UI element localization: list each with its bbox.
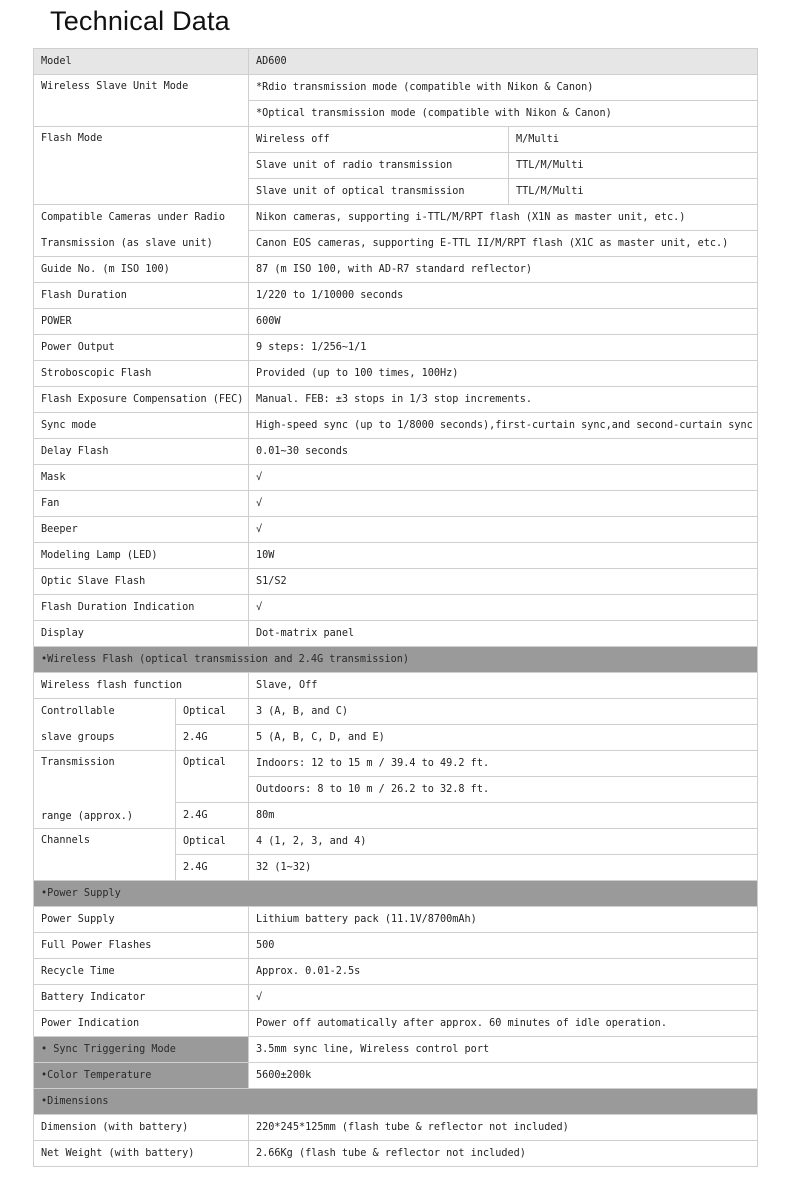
row-value: Provided (up to 100 times, 100Hz) <box>249 361 758 387</box>
row-value: Slave, Off <box>249 673 758 699</box>
row-value: √ <box>249 465 758 491</box>
row-label: Recycle Time <box>34 959 249 985</box>
row-label: Channels <box>34 829 176 881</box>
table-row <box>34 1115 758 1141</box>
row-label: Transmission <box>41 757 115 768</box>
row-value: S1/S2 <box>249 569 758 595</box>
table-row <box>34 231 758 257</box>
table-row <box>34 491 758 517</box>
table-row <box>34 335 758 361</box>
row-value: 3 (A, B, and C) <box>249 699 758 725</box>
row-label: Battery Indicator <box>34 985 249 1011</box>
flash-mode-value: TTL/M/Multi <box>509 179 758 205</box>
table-row <box>34 465 758 491</box>
row-value: 5 (A, B, C, D, and E) <box>249 725 758 751</box>
row-value: 500 <box>249 933 758 959</box>
row-label: Beeper <box>34 517 249 543</box>
row-value: Indoors: 12 to 15 m / 39.4 to 49.2 ft. <box>249 751 758 777</box>
row-label: Flash Exposure Compensation (FEC) <box>34 387 249 413</box>
row-label: Power Output <box>34 335 249 361</box>
table-row <box>34 1063 758 1089</box>
sub-label: Optical <box>176 751 249 803</box>
page-title: Technical Data <box>50 6 230 36</box>
row-label: Power Indication <box>34 1011 249 1037</box>
table-row <box>34 985 758 1011</box>
flash-mode-option: Wireless off <box>249 127 509 153</box>
table-row <box>34 413 758 439</box>
row-value: 1/220 to 1/10000 seconds <box>249 283 758 309</box>
row-label: POWER <box>34 309 249 335</box>
row-value: 220*245*125mm (flash tube & reflector not included) <box>249 1115 758 1141</box>
section-header-row <box>34 881 758 907</box>
row-value: 2.66Kg (flash tube & reflector not included) <box>249 1141 758 1167</box>
row-label: Stroboscopic Flash <box>34 361 249 387</box>
row-label: Compatible Cameras under Radio <box>34 205 249 231</box>
technical-data-table <box>33 48 758 1167</box>
row-value: Outdoors: 8 to 10 m / 26.2 to 32.8 ft. <box>249 777 758 803</box>
table-row <box>34 205 758 231</box>
row-value: Nikon cameras, supporting i-TTL/M/RPT flash (X1N as master unit, etc.) <box>249 205 758 231</box>
model-label: Model <box>34 49 249 75</box>
sub-label: 2.4G <box>176 803 249 829</box>
table-row <box>34 309 758 335</box>
table-row <box>34 569 758 595</box>
flash-mode-value: M/Multi <box>509 127 758 153</box>
row-label: slave groups <box>34 725 176 751</box>
row-value: *Rdio transmission mode (compatible with Nikon & Canon) <box>249 75 758 101</box>
row-value: 3.5mm sync line, Wireless control port <box>249 1037 758 1063</box>
row-value: √ <box>249 595 758 621</box>
row-label: Dimension (with battery) <box>34 1115 249 1141</box>
row-label: Guide No. (m ISO 100) <box>34 257 249 283</box>
table-row <box>34 361 758 387</box>
table-row <box>34 595 758 621</box>
table-row <box>34 1141 758 1167</box>
row-label: Net Weight (with battery) <box>34 1141 249 1167</box>
table-row <box>34 517 758 543</box>
row-label: •Color Temperature <box>34 1063 249 1089</box>
section-wireless-title: •Wireless Flash (optical transmission and 2.4G transmission) <box>34 647 758 673</box>
row-value: 87 (m ISO 100, with AD-R7 standard reflector) <box>249 257 758 283</box>
row-value: 80m <box>249 803 758 829</box>
table-row <box>34 907 758 933</box>
row-label: Delay Flash <box>34 439 249 465</box>
row-label: Fan <box>34 491 249 517</box>
model-value: AD600 <box>249 49 758 75</box>
row-label: Flash Duration <box>34 283 249 309</box>
row-label: range (approx.) <box>41 811 134 822</box>
row-label: Display <box>34 621 249 647</box>
table-row <box>34 621 758 647</box>
sub-label: Optical <box>176 829 249 855</box>
table-row <box>34 543 758 569</box>
row-label: Full Power Flashes <box>34 933 249 959</box>
table-row <box>34 959 758 985</box>
row-label: Controllable <box>34 699 176 725</box>
table-row <box>34 1037 758 1063</box>
section-power-title: •Power Supply <box>34 881 758 907</box>
section-header-row <box>34 1089 758 1115</box>
row-label: Transmission (as slave unit) <box>34 231 249 257</box>
row-value: √ <box>249 517 758 543</box>
row-value: 4 (1, 2, 3, and 4) <box>249 829 758 855</box>
row-value: 600W <box>249 309 758 335</box>
table-row <box>34 699 758 725</box>
row-value: √ <box>249 491 758 517</box>
row-value: √ <box>249 985 758 1011</box>
row-value: Dot-matrix panel <box>249 621 758 647</box>
flash-mode-option: Slave unit of optical transmission <box>249 179 509 205</box>
sub-label: Optical <box>176 699 249 725</box>
row-value: 9 steps: 1/256~1/1 <box>249 335 758 361</box>
section-dimensions-title: •Dimensions <box>34 1089 758 1115</box>
row-value: Canon EOS cameras, supporting E-TTL II/M/RPT flash (X1C as master unit, etc.) <box>249 231 758 257</box>
row-value: *Optical transmission mode (compatible with Nikon & Canon) <box>249 101 758 127</box>
flash-mode-option: Slave unit of radio transmission <box>249 153 509 179</box>
table-row <box>34 127 758 153</box>
table-row <box>34 1011 758 1037</box>
table-row <box>34 673 758 699</box>
table-row <box>34 257 758 283</box>
row-value: Manual. FEB: ±3 stops in 1/3 stop increments. <box>249 387 758 413</box>
table-header-row <box>34 49 758 75</box>
flash-mode-value: TTL/M/Multi <box>509 153 758 179</box>
row-label: Modeling Lamp (LED) <box>34 543 249 569</box>
row-label: Sync mode <box>34 413 249 439</box>
table-row <box>34 933 758 959</box>
section-header-row <box>34 647 758 673</box>
transmission-range-label <box>34 751 176 829</box>
row-label: Power Supply <box>34 907 249 933</box>
table-row <box>34 725 758 751</box>
row-label: Flash Mode <box>34 127 249 205</box>
table-row <box>34 387 758 413</box>
table-row <box>34 829 758 855</box>
sub-label: 2.4G <box>176 855 249 881</box>
row-value: 10W <box>249 543 758 569</box>
row-label: Mask <box>34 465 249 491</box>
row-value: Approx. 0.01-2.5s <box>249 959 758 985</box>
table-row <box>34 283 758 309</box>
row-value: 0.01~30 seconds <box>249 439 758 465</box>
table-row <box>34 439 758 465</box>
row-value: High-speed sync (up to 1/8000 seconds),first-curtain sync,and second-curtain sync <box>249 413 758 439</box>
table-row <box>34 751 758 777</box>
row-label: • Sync Triggering Mode <box>34 1037 249 1063</box>
row-label: Optic Slave Flash <box>34 569 249 595</box>
table-row <box>34 75 758 101</box>
row-value: Power off automatically after approx. 60 minutes of idle operation. <box>249 1011 758 1037</box>
row-label: Wireless flash function <box>34 673 249 699</box>
row-label: Flash Duration Indication <box>34 595 249 621</box>
row-value: 32 (1~32) <box>249 855 758 881</box>
sub-label: 2.4G <box>176 725 249 751</box>
row-value: 5600±200k <box>249 1063 758 1089</box>
row-label: Wireless Slave Unit Mode <box>34 75 249 127</box>
row-value: Lithium battery pack (11.1V/8700mAh) <box>249 907 758 933</box>
